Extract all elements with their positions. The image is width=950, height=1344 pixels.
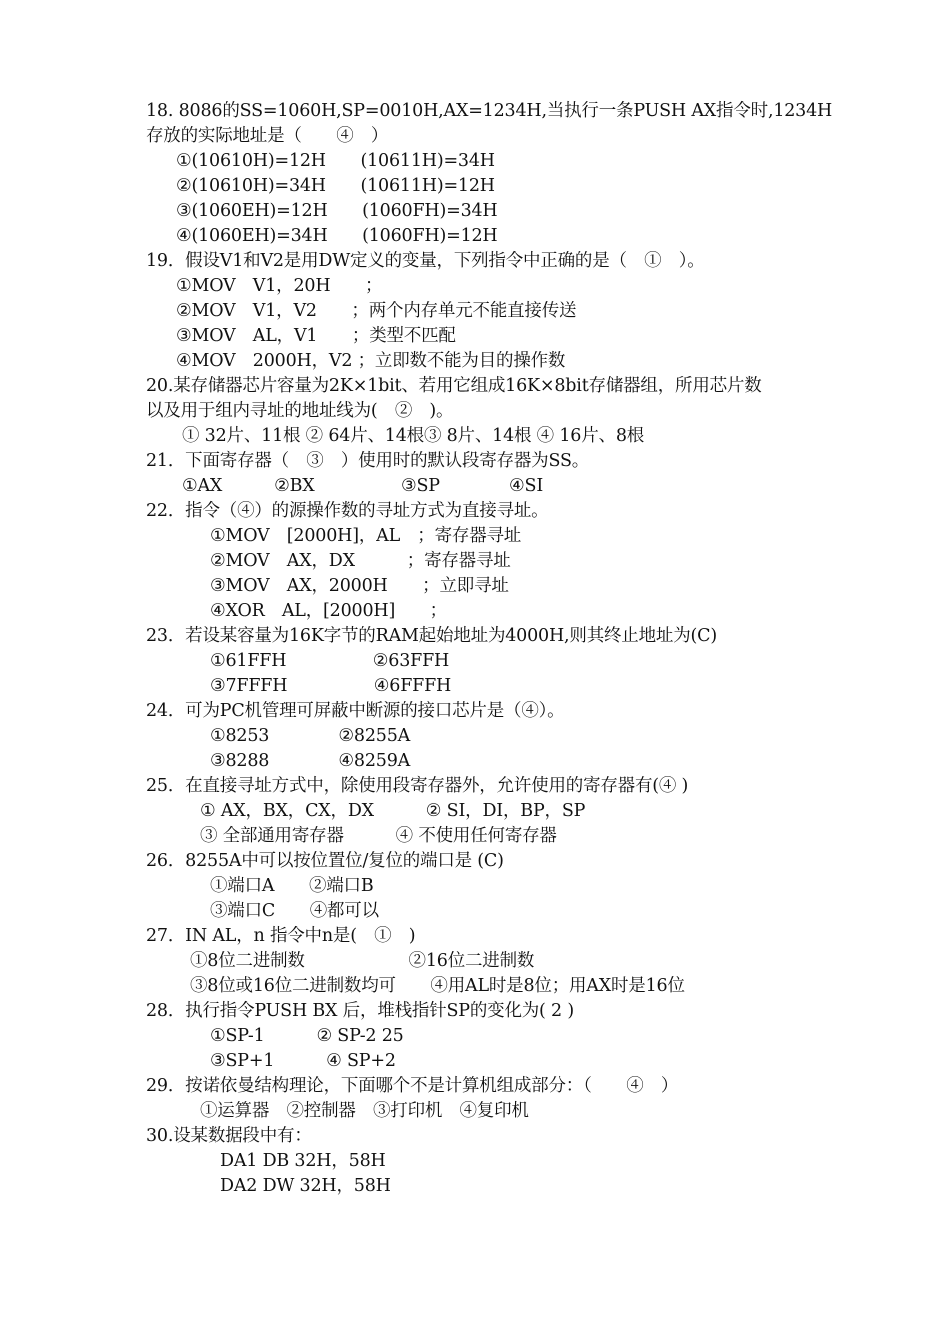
question-23-stem: 23．若设某容量为16K字节的RAM起始地址为4000H,则其终止地址为(C)	[146, 626, 717, 646]
question-29-options: ①运算器 ②控制器 ③打印机 ④复印机	[200, 1101, 529, 1121]
question-19-option-3: ③MOV AL，V1 ；类型不匹配	[176, 326, 456, 346]
question-20-options: ① 32片、11根 ② 64片、14根③ 8片、14根 ④ 16片、8根	[182, 426, 645, 446]
question-24-stem: 24．可为PC机管理可屏蔽中断源的接口芯片是（④）。	[146, 701, 565, 721]
question-21-options: ①AX ②BX ③SP ④SI	[182, 476, 544, 496]
question-28-options-row-2: ③SP+1 ④ SP+2	[210, 1051, 396, 1071]
question-30-stem: 30.设某数据段中有：	[146, 1126, 312, 1146]
question-22-option-2: ②MOV AX，DX ；寄存器寻址	[210, 551, 511, 571]
question-25-stem: 25．在直接寻址方式中，除使用段寄存器外，允许使用的寄存器有(④ )	[146, 776, 689, 796]
question-28-stem: 28．执行指令PUSH BX 后，堆栈指针SP的变化为( 2 )	[146, 1001, 574, 1021]
question-22-option-3: ③MOV AX，2000H ；立即寻址	[210, 576, 509, 596]
question-23-options-row-2: ③7FFFH ④6FFFH	[210, 676, 452, 696]
question-19-option-4: ④MOV 2000H，V2 ；立即数不能为目的操作数	[176, 351, 566, 371]
question-23-options-row-1: ①61FFH ②63FFH	[210, 651, 450, 671]
question-30-code-line-1: DA1 DB 32H，58H	[220, 1151, 386, 1171]
question-25-options-row-1: ① AX，BX，CX，DX ② SI，DI，BP，SP	[200, 801, 586, 821]
question-22-option-4: ④XOR AL，[2000H] ；	[210, 601, 447, 621]
question-18-option-3: ③(1060EH)=12H (1060FH)=34H	[176, 201, 498, 221]
question-21-stem: 21．下面寄存器（ ③ ）使用时的默认段寄存器为SS。	[146, 451, 590, 471]
question-25-options-row-2: ③ 全部通用寄存器 ④ 不使用任何寄存器	[200, 826, 557, 846]
question-29-stem: 29．按诺依曼结构理论，下面哪个不是计算机组成部分：（ ④ ）	[146, 1076, 679, 1096]
question-18-option-1: ①(10610H)=12H (10611H)=34H	[176, 151, 495, 171]
question-24-options-row-1: ①8253 ②8255A	[210, 726, 411, 746]
question-26-options-row-1: ①端口A ②端口B	[210, 876, 374, 896]
question-20-line-2: 以及用于组内寻址的地址线为( ② )。	[146, 401, 454, 421]
question-22-option-1: ①MOV [2000H]，AL ；寄存器寻址	[210, 526, 522, 546]
question-19-option-2: ②MOV V1，V2 ；两个内存单元不能直接传送	[176, 301, 577, 321]
question-19-stem: 19．假设V1和V2是用DW定义的变量，下列指令中正确的是（ ① ）。	[146, 251, 705, 271]
question-30-code-line-2: DA2 DW 32H，58H	[220, 1176, 391, 1196]
question-26-options-row-2: ③端口C ④都可以	[210, 901, 379, 921]
question-18-option-4: ④(1060EH)=34H (1060FH)=12H	[176, 226, 498, 246]
question-18-line-2: 存放的实际地址是（ ④ ）	[146, 126, 389, 146]
question-27-options-row-2: ③8位或16位二进制数均可 ④用AL时是8位；用AX时是16位	[190, 976, 685, 996]
question-18-line-1: 18. 8086的SS=1060H,SP=0010H,AX=1234H,当执行一条PUSH AX指令时,1234H	[146, 101, 833, 121]
question-22-stem: 22．指令（④）的源操作数的寻址方式为直接寻址。	[146, 501, 549, 521]
question-28-options-row-1: ①SP-1 ② SP-2 25	[210, 1026, 404, 1046]
question-27-options-row-1: ①8位二进制数 ②16位二进制数	[190, 951, 535, 971]
question-18-option-2: ②(10610H)=34H (10611H)=12H	[176, 176, 495, 196]
question-19-option-1: ①MOV V1，20H ；	[176, 276, 383, 296]
question-26-stem: 26．8255A中可以按位置位/复位的端口是 (C)	[146, 851, 504, 871]
question-27-stem: 27．IN AL，n 指令中n是( ① )	[146, 926, 416, 946]
question-20-line-1: 20.某存储器芯片容量为2K×1bit、若用它组成16K×8bit存储器组，所用芯片数	[146, 376, 762, 396]
question-24-options-row-2: ③8288 ④8259A	[210, 751, 411, 771]
